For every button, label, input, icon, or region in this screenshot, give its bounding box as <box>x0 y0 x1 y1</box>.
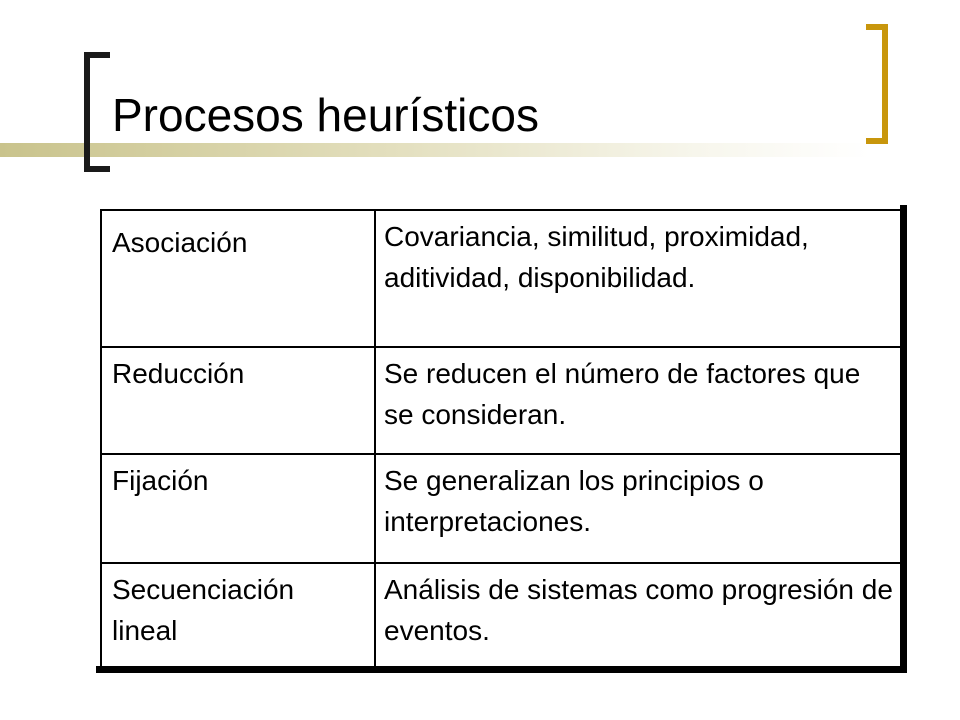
description-cell: Covariancia, similitud, proximidad, aditividad, disponibilidad. <box>375 210 905 347</box>
heuristics-table <box>100 209 906 672</box>
description-cell: Análisis de sistemas como progresión de eventos. <box>375 563 905 671</box>
description-cell: Se reducen el número de factores que se consideran. <box>375 347 905 454</box>
term-cell: Reducción <box>101 347 375 454</box>
table-row <box>101 454 905 563</box>
term-cell: Fijación <box>101 454 375 563</box>
table-row <box>101 563 905 671</box>
term-cell: Asociación <box>101 210 375 347</box>
table-shadow-bottom <box>96 666 907 673</box>
left-bracket-decoration <box>84 52 110 172</box>
table-row <box>101 347 905 454</box>
term-cell: Secuenciación lineal <box>101 563 375 671</box>
title-accent-bar <box>0 143 870 157</box>
slide-title: Procesos heurísticos <box>112 89 539 141</box>
table-shadow-right <box>900 205 907 673</box>
right-bracket-decoration <box>866 24 888 144</box>
description-cell: Se generalizan los principios o interpretaciones. <box>375 454 905 563</box>
table-row <box>101 210 905 347</box>
